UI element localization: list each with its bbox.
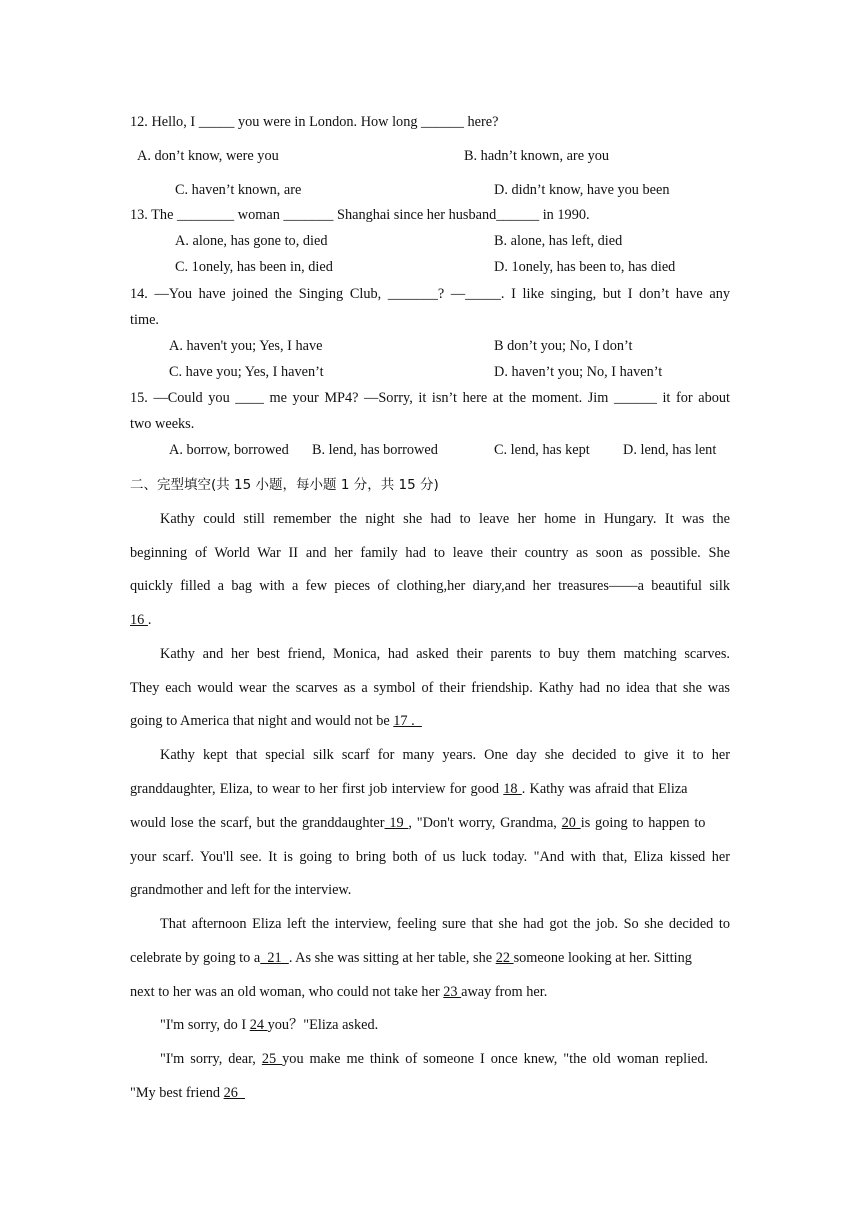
- passage-p4-line-2: celebrate by going to a 21 . As she was sitting at her table, she 22 someone looking at her. Sitting: [130, 950, 692, 966]
- question-13-option-a: A. alone, has gone to, died: [175, 233, 328, 249]
- question-15-option-b: B. lend, has borrowed: [312, 442, 438, 458]
- blank-26: 26: [223, 1085, 246, 1101]
- question-14-option-d: D. haven’t you; No, I haven’t: [494, 364, 663, 380]
- passage-p3-line-2: granddaughter, Eliza, to wear to her first job interview for good 18 . Kathy was afraid that Eliza: [130, 781, 688, 797]
- blank-25: 25: [261, 1051, 283, 1067]
- question-12-option-b: B. hadn’t known, are you: [464, 148, 610, 164]
- passage-p4-line-3: next to her was an old woman, who could not take her 23 away from her.: [130, 984, 548, 1000]
- question-15-option-c: C. lend, has kept: [494, 442, 590, 458]
- question-15-stem-line-1: 15. —Could you ____ me your MP4? —Sorry, it isn’t here at the moment. Jim ______ it for about: [130, 390, 730, 406]
- question-13-option-b: B. alone, has left, died: [494, 233, 623, 249]
- question-14-option-b: B don’t you; No, I don’t: [494, 338, 633, 354]
- blank-16: 16: [130, 612, 148, 628]
- passage-p6-line-2: "My best friend 26: [130, 1085, 246, 1101]
- blank-23: 23: [443, 984, 462, 1000]
- question-15-option-a: A. borrow, borrowed: [169, 442, 289, 458]
- question-12-option-c: C. haven’t known, are: [175, 182, 302, 198]
- question-12-option-a: A. don’t know, were you: [137, 148, 279, 164]
- question-13-option-d: D. 1onely, has been to, has died: [494, 259, 676, 275]
- passage-p3-line-5: grandmother and left for the interview.: [130, 882, 352, 898]
- question-13-option-c: C. 1onely, has been in, died: [175, 259, 333, 275]
- blank-20: 20: [561, 815, 581, 831]
- passage-p3-line-3: would lose the scarf, but the granddaughter 19 , "Don't worry, Grandma, 20 is going to happen to: [130, 815, 706, 831]
- blank-19: 19: [384, 815, 409, 831]
- question-14-stem-line-1: 14. —You have joined the Singing Club, _______? —_____. I like singing, but I don’t have any: [130, 286, 730, 302]
- question-12-option-d: D. didn’t know, have you been: [494, 182, 670, 198]
- blank-17: 17 .: [393, 713, 422, 729]
- passage-p1-line-2: beginning of World War II and her family had to leave their country as soon as possible. She: [130, 545, 730, 561]
- passage-p2-line-1: Kathy and her best friend, Monica, had asked their parents to buy them matching scarves.: [160, 646, 730, 662]
- blank-22: 22: [495, 950, 514, 966]
- question-15-option-d: D. lend, has lent: [623, 442, 717, 458]
- blank-18: 18: [503, 781, 522, 797]
- passage-p3-line-4: your scarf. You'll see. It is going to bring both of us luck today. "And with that, Eliza kissed her: [130, 849, 730, 865]
- question-14-stem-line-2: time.: [130, 312, 159, 328]
- question-13-stem: 13. The ________ woman _______ Shanghai since her husband______ in 1990.: [130, 207, 590, 223]
- question-12-stem: 12. Hello, I _____ you were in London. How long ______ here?: [130, 114, 499, 130]
- passage-p1-line-3: quickly filled a bag with a few pieces of clothing,her diary,and her treasures——a beautiful silk: [130, 578, 730, 594]
- section-title: 二、完型填空(共 15 小题，每小题 1 分，共 15 分): [130, 477, 439, 493]
- passage-p2-line-2: They each would wear the scarves as a symbol of their friendship. Kathy had no idea that she was: [130, 680, 730, 696]
- blank-21: 21: [260, 950, 289, 966]
- passage-p5-line-1: "I'm sorry, do I 24 you？"Eliza asked.: [160, 1017, 379, 1033]
- passage-p4-line-1: That afternoon Eliza left the interview, feeling sure that she had got the job. So she decided to: [160, 916, 730, 932]
- passage-p6-line-1: "I'm sorry, dear, 25 you make me think of someone I once knew, "the old woman replied.: [160, 1051, 709, 1067]
- passage-p1-line-1: Kathy could still remember the night she had to leave her home in Hungary. It was the: [160, 511, 730, 527]
- question-14-option-c: C. have you; Yes, I haven’t: [169, 364, 324, 380]
- question-14-option-a: A. haven't you; Yes, I have: [169, 338, 323, 354]
- question-15-stem-line-2: two weeks.: [130, 416, 195, 432]
- passage-p3-line-1: Kathy kept that special silk scarf for many years. One day she decided to give it to her: [160, 747, 730, 763]
- blank-24: 24: [249, 1017, 268, 1033]
- passage-p1-line-4: 16 .: [130, 612, 152, 628]
- passage-p2-line-3: going to America that night and would not be 17 .: [130, 713, 422, 729]
